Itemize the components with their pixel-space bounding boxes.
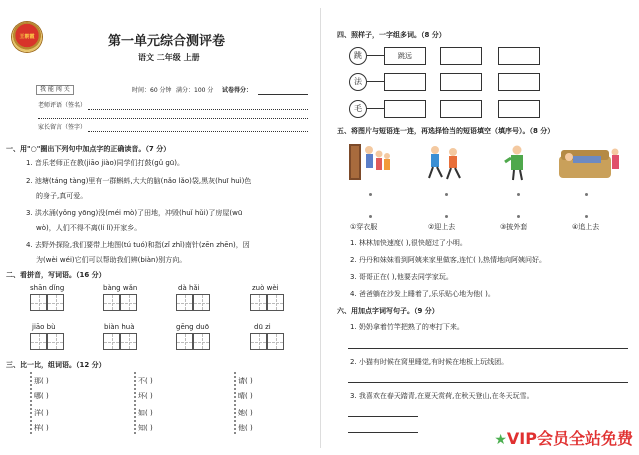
q3-c2-4: 知( ) xyxy=(138,424,153,432)
dot-3[interactable] xyxy=(517,193,520,196)
pinyin-5: jiāo bù xyxy=(32,323,56,331)
q4-answer-3a[interactable] xyxy=(384,100,426,118)
teacher-line[interactable] xyxy=(88,109,308,110)
q1-line-5: wò)，人们不得不离(lí lǐ)开家乡。 xyxy=(36,224,142,232)
q4-char-2: 法 xyxy=(349,73,367,91)
q1-line-7: 为(wèi wéi)它们可以帮助我们辨(biàn)别方向。 xyxy=(36,256,187,264)
q4-answer-2b[interactable] xyxy=(440,73,482,91)
q1-line-6: 4. 去野外探险,我们要带上地图(tú tuó)和指(zǐ zhǐ)南针(zēn zhēn)，因 xyxy=(26,241,250,249)
watermark-text: VIP会员全站免费 xyxy=(506,429,633,448)
dot-4[interactable] xyxy=(585,193,588,196)
pinyin-3: dà hǎi xyxy=(178,284,200,292)
q2-title: 二、看拼音，写词语。（16 分） xyxy=(6,271,106,279)
q1-line-2: 2. 池塘(táng tàng)里有一群蝌蚪,大大的脑(nǎo lǎo)袋,黑灰(huī huì)色 xyxy=(26,177,252,185)
dot-1[interactable] xyxy=(369,193,372,196)
q5-item-2: 2. 丹丹和妹妹看到阿姨来家里做客,连忙( ),热情地向阿姨问好。 xyxy=(350,256,547,264)
pinyin-1: shān dǐng xyxy=(30,284,65,292)
pinyin-2: bàng wǎn xyxy=(103,284,138,292)
logo-text: 王朝霞 xyxy=(19,34,35,40)
q3-c3-2: 晴( ) xyxy=(238,392,253,400)
q5-title: 五、将图片与短语连一连，再选择恰当的短语填空（填序号）。（8 分） xyxy=(337,127,555,135)
q3-c1-3: 洋( ) xyxy=(34,409,49,417)
dot-5[interactable] xyxy=(369,215,372,218)
meta-stamp: 我 能 闯 关 xyxy=(36,85,74,95)
illustration-greeting xyxy=(349,144,390,180)
q1-line-1: 1. 音乐老师正在教(jiāo jiào)同学们打鼓(gǔ gū)。 xyxy=(26,159,184,167)
char-grid-8[interactable] xyxy=(250,333,284,350)
q3-c1-2: 哪( ) xyxy=(34,392,49,400)
q6-item-2: 2. 小猫有时候在窝里睡觉,有时候在地板上玩线团。 xyxy=(350,358,509,366)
brace-2 xyxy=(134,372,137,434)
parent-line[interactable] xyxy=(88,131,308,132)
q4-answer-1b[interactable] xyxy=(440,47,482,65)
q5-item-1: 1. 林林加快速度( ),很快超过了小明。 xyxy=(350,239,467,247)
teacher-line-2[interactable] xyxy=(38,118,308,119)
illustration-sofa xyxy=(559,149,619,179)
connector-3 xyxy=(367,108,384,109)
q6-item-1: 1. 奶奶拿着竹竿把熟了的枣打下来。 xyxy=(350,323,464,331)
q5-option-4: ④追上去 xyxy=(572,223,600,231)
pinyin-4: zuò wèi xyxy=(252,284,279,292)
char-grid-1[interactable] xyxy=(30,294,64,311)
dot-7[interactable] xyxy=(517,215,520,218)
q3-c1-1: 那( ) xyxy=(34,377,49,385)
illustration-running xyxy=(429,146,460,179)
q3-c3-3: 她( ) xyxy=(238,409,253,417)
q3-c3-1: 请( ) xyxy=(238,377,253,385)
page-title: 第一单元综合测评卷 xyxy=(108,34,226,49)
pinyin-8: dū zi xyxy=(254,323,271,331)
q5-item-3: 3. 哥哥正在( ),他要去同学家玩。 xyxy=(350,273,453,281)
q4-char-1: 跳 xyxy=(349,47,367,65)
char-grid-5[interactable] xyxy=(30,333,64,350)
q6-title: 六、用加点字词写句子。（9 分） xyxy=(337,307,439,315)
connector-1 xyxy=(367,55,384,56)
brace-3 xyxy=(234,372,237,434)
q1-line-3: 的身子,真可爱。 xyxy=(36,192,88,200)
score-label: 试卷得分： xyxy=(222,87,253,94)
score-line[interactable] xyxy=(258,94,308,95)
q6-answer-line-2[interactable] xyxy=(348,382,628,383)
parent-label: 家长留言（签字） xyxy=(38,124,87,131)
connector-2 xyxy=(367,81,384,82)
q4-answer-3b[interactable] xyxy=(440,100,482,118)
char-grid-3[interactable] xyxy=(176,294,210,311)
q3-c2-2: 坏( ) xyxy=(138,392,153,400)
score-info: 满分：100 分 xyxy=(176,87,214,94)
teacher-label: 老师评语（签名） xyxy=(38,102,87,109)
q1-title: 一、用"○"圈出下列句中加点字的正确读音。（7 分） xyxy=(6,145,171,153)
q5-item-4: 4. 爸爸躺在沙发上睡着了,乐乐贴心地为他( )。 xyxy=(350,290,495,298)
dot-8[interactable] xyxy=(585,215,588,218)
q4-answer-2a[interactable] xyxy=(384,73,426,91)
q6-answer-line-4[interactable] xyxy=(348,432,418,433)
q5-option-2: ②迎上去 xyxy=(428,223,456,231)
q4-answer-2c[interactable] xyxy=(498,73,540,91)
pinyin-7: gēng duō xyxy=(176,323,210,331)
q3-title: 三、比一比，组词语。（12 分） xyxy=(6,361,106,369)
dot-2[interactable] xyxy=(445,193,448,196)
q6-item-3: 3. 我喜欢在春天踏青,在夏天赏荷,在秋天登山,在冬天玩雪。 xyxy=(350,392,534,400)
q5-option-3: ③披外套 xyxy=(500,223,528,231)
q3-c1-4: 样( ) xyxy=(34,424,49,432)
page-subtitle: 语文 二年级 上册 xyxy=(138,53,200,62)
q3-c2-1: 不( ) xyxy=(138,377,153,385)
q5-option-1: ①穿衣服 xyxy=(350,223,378,231)
q6-answer-line-3[interactable] xyxy=(348,416,418,417)
q1-line-4: 3. 洪水涌(yǒng yōng)没(méi mò)了田地，冲毁(huǐ hǔi)了房屋(wū xyxy=(26,209,243,217)
pinyin-6: biàn huà xyxy=(104,323,135,331)
dot-6[interactable] xyxy=(445,215,448,218)
q6-answer-line-1[interactable] xyxy=(348,348,628,349)
star-icon: ★ xyxy=(494,432,507,448)
q4-answer-3c[interactable] xyxy=(498,100,540,118)
q5-illustrations xyxy=(347,140,629,190)
brace-1 xyxy=(30,372,33,434)
char-grid-4[interactable] xyxy=(250,294,284,311)
vip-watermark xyxy=(494,426,633,449)
illustration-dressing xyxy=(505,146,523,181)
q4-answer-1c[interactable] xyxy=(498,47,540,65)
q4-char-3: 毛 xyxy=(349,100,367,118)
q4-example: 跳远 xyxy=(384,47,426,65)
q4-title: 四、照样子，一字组多词。（8 分） xyxy=(337,31,446,39)
page-divider xyxy=(320,8,321,448)
q3-c3-4: 他( ) xyxy=(238,424,253,432)
char-grid-7[interactable] xyxy=(176,333,210,350)
char-grid-6[interactable] xyxy=(103,333,137,350)
brand-logo xyxy=(12,22,42,52)
char-grid-2[interactable] xyxy=(103,294,137,311)
q3-c2-3: 如( ) xyxy=(138,409,153,417)
time-info: 时间：60 分钟 xyxy=(132,87,172,94)
